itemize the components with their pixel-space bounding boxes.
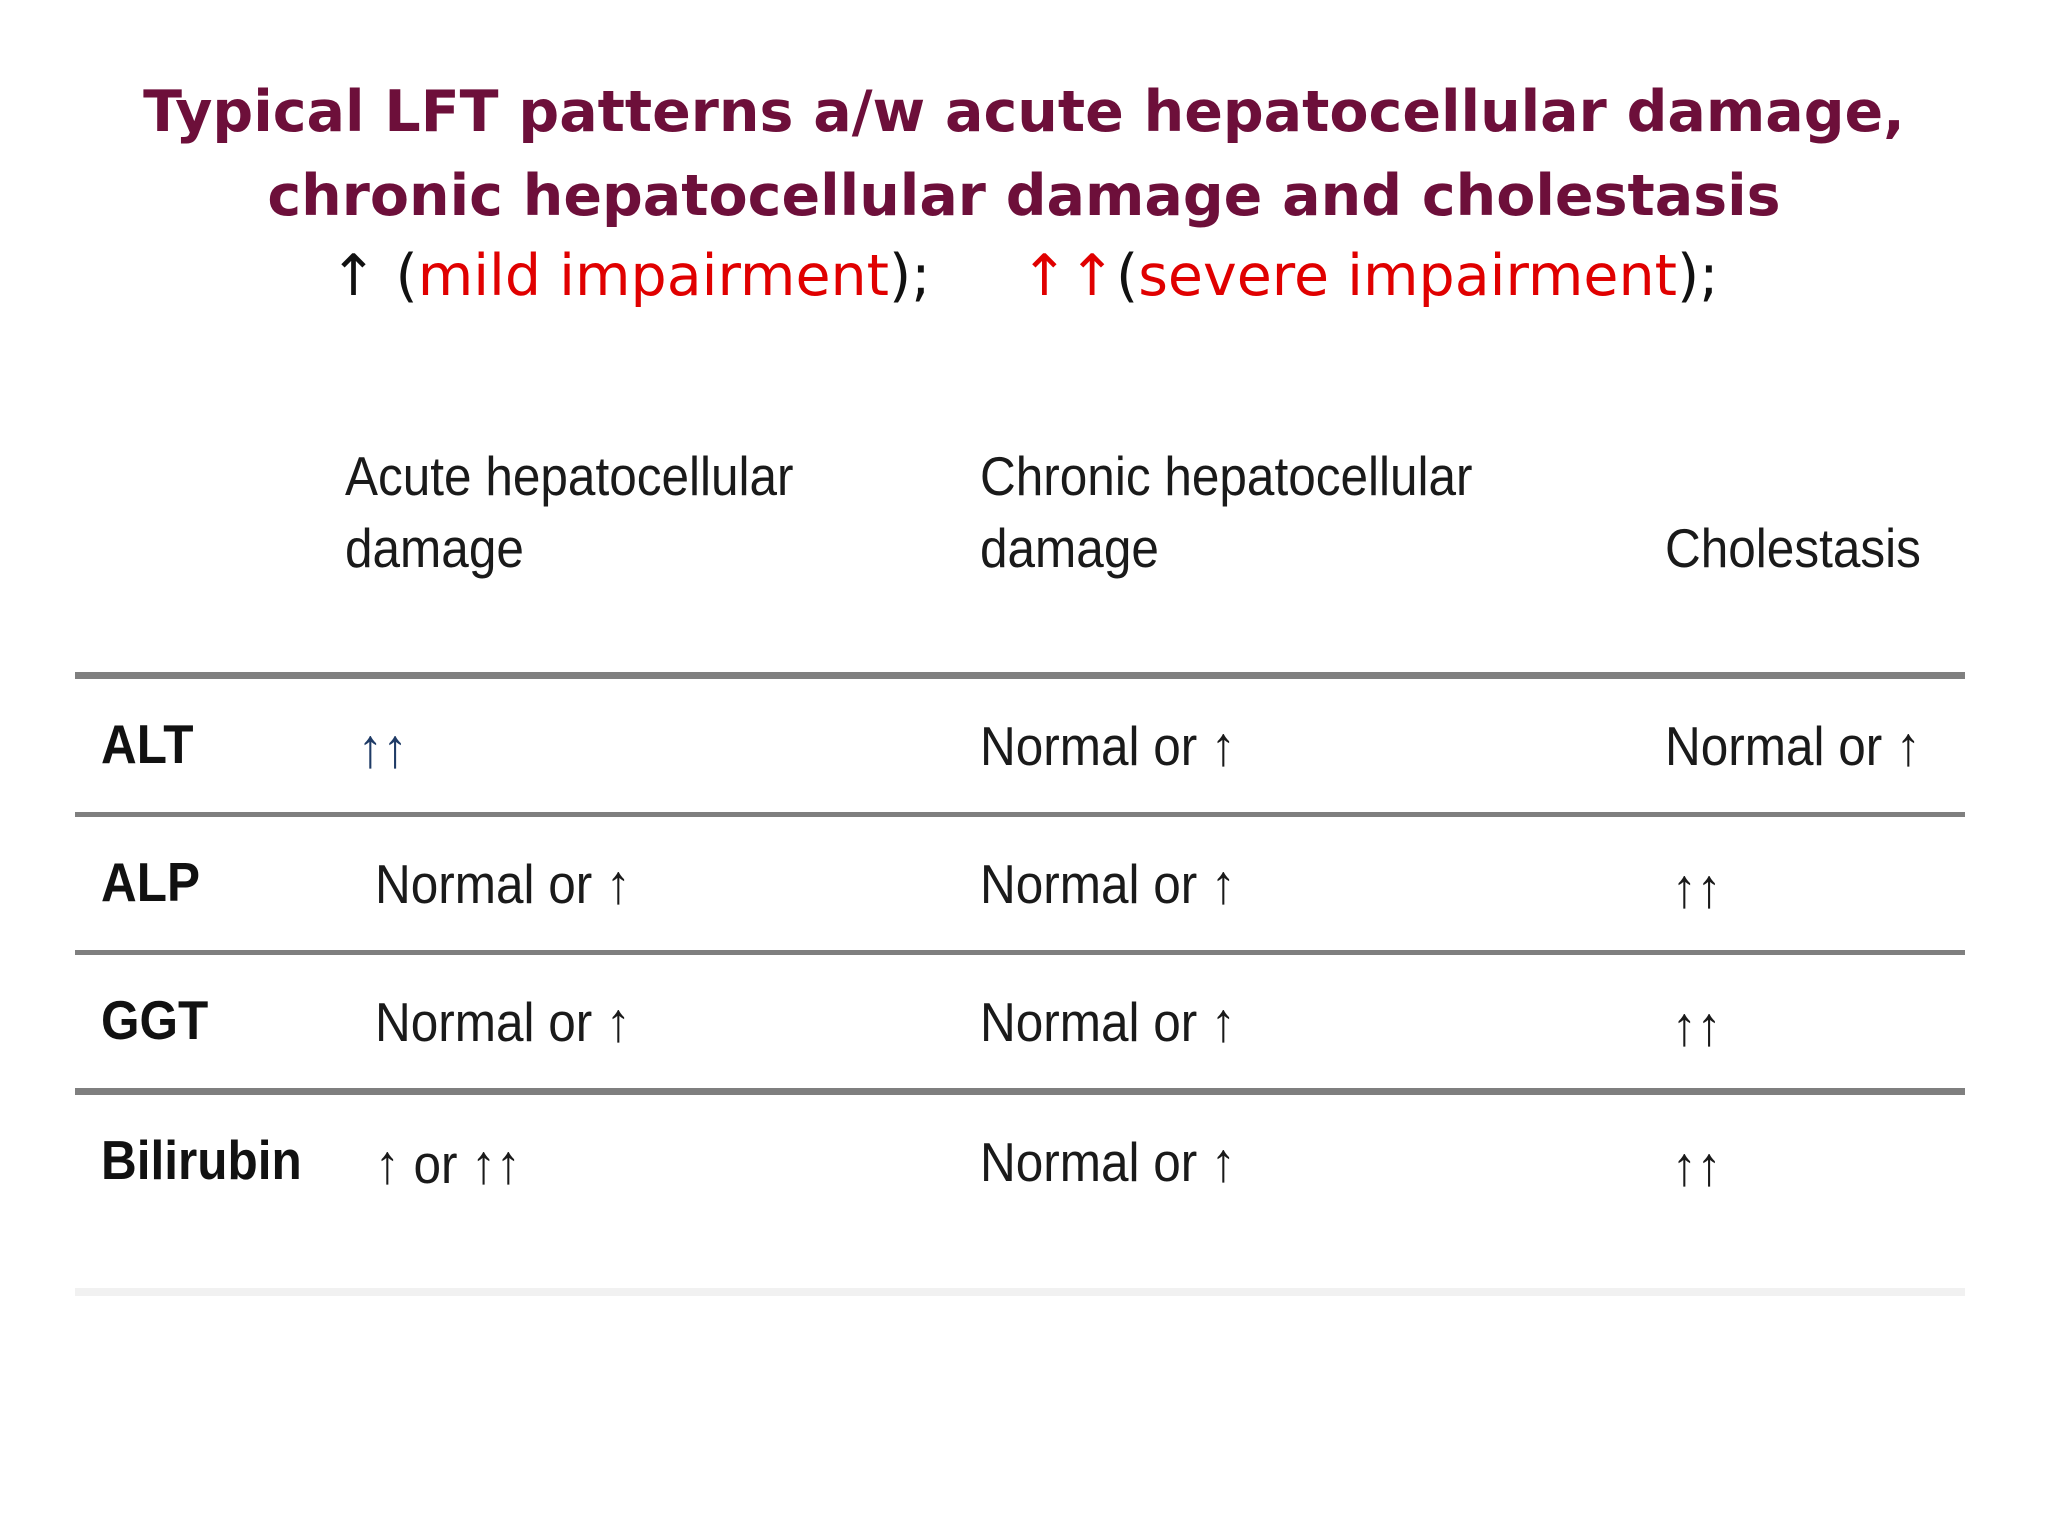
cell-alt-acute: ↑↑ (358, 717, 408, 779)
impairment-legend (0, 238, 2048, 314)
table-rule-2 (75, 950, 1965, 955)
header-cholestasis: Cholestasis (1665, 517, 1921, 579)
severe-close-paren: ); (1676, 243, 1719, 309)
slide-title: Typical LFT patterns a/w acute hepatocellular damage, chronic hepatocellular damage and cholestasis (143, 79, 1905, 229)
table-rule-top (75, 672, 1965, 679)
header-chronic (980, 440, 1473, 584)
cell-bilirubin-cholestasis: ↑↑ (1672, 1135, 1722, 1197)
lft-table (75, 430, 1965, 1300)
table-rule-1 (75, 812, 1965, 817)
header-acute (345, 440, 794, 584)
mild-open-paren: ( (377, 243, 418, 309)
cell-ggt-cholestasis: ↑↑ (1672, 995, 1722, 1057)
cell-bilirubin-chronic: Normal or ↑ (980, 1131, 1236, 1193)
cell-alt-cholestasis: Normal or ↑ (1665, 715, 1921, 777)
cell-ggt-acute: Normal or ↑ (375, 991, 631, 1053)
mild-close-paren: ); (889, 243, 931, 309)
header-acute-line2: damage (345, 517, 524, 579)
severe-arrow-icon: ↑↑ (1020, 243, 1116, 309)
cell-ggt-chronic: Normal or ↑ (980, 991, 1236, 1053)
mild-impairment-label: mild impairment (417, 243, 889, 309)
header-chronic-line1: Chronic hepatocellular (980, 445, 1473, 507)
severe-impairment-label: severe impairment (1138, 243, 1677, 309)
cell-alt-chronic: Normal or ↑ (980, 715, 1236, 777)
cell-alp-acute: Normal or ↑ (375, 853, 631, 915)
table-bottom-edge (75, 1288, 1965, 1296)
cell-alp-cholestasis: ↑↑ (1672, 857, 1722, 919)
cell-alp-chronic: Normal or ↑ (980, 853, 1236, 915)
row-label-bilirubin: Bilirubin (101, 1129, 302, 1191)
header-acute-line1: Acute hepatocellular (345, 445, 794, 507)
table-rule-3 (75, 1088, 1965, 1095)
cell-bilirubin-acute: ↑ or ↑↑ (375, 1133, 521, 1195)
row-label-ggt: GGT (101, 989, 209, 1051)
row-label-alp: ALP (101, 851, 200, 913)
row-label-alt: ALT (101, 713, 194, 775)
mild-arrow-icon: ↑ (329, 243, 378, 309)
severe-open-paren: ( (1115, 243, 1139, 309)
header-chronic-line2: damage (980, 517, 1159, 579)
